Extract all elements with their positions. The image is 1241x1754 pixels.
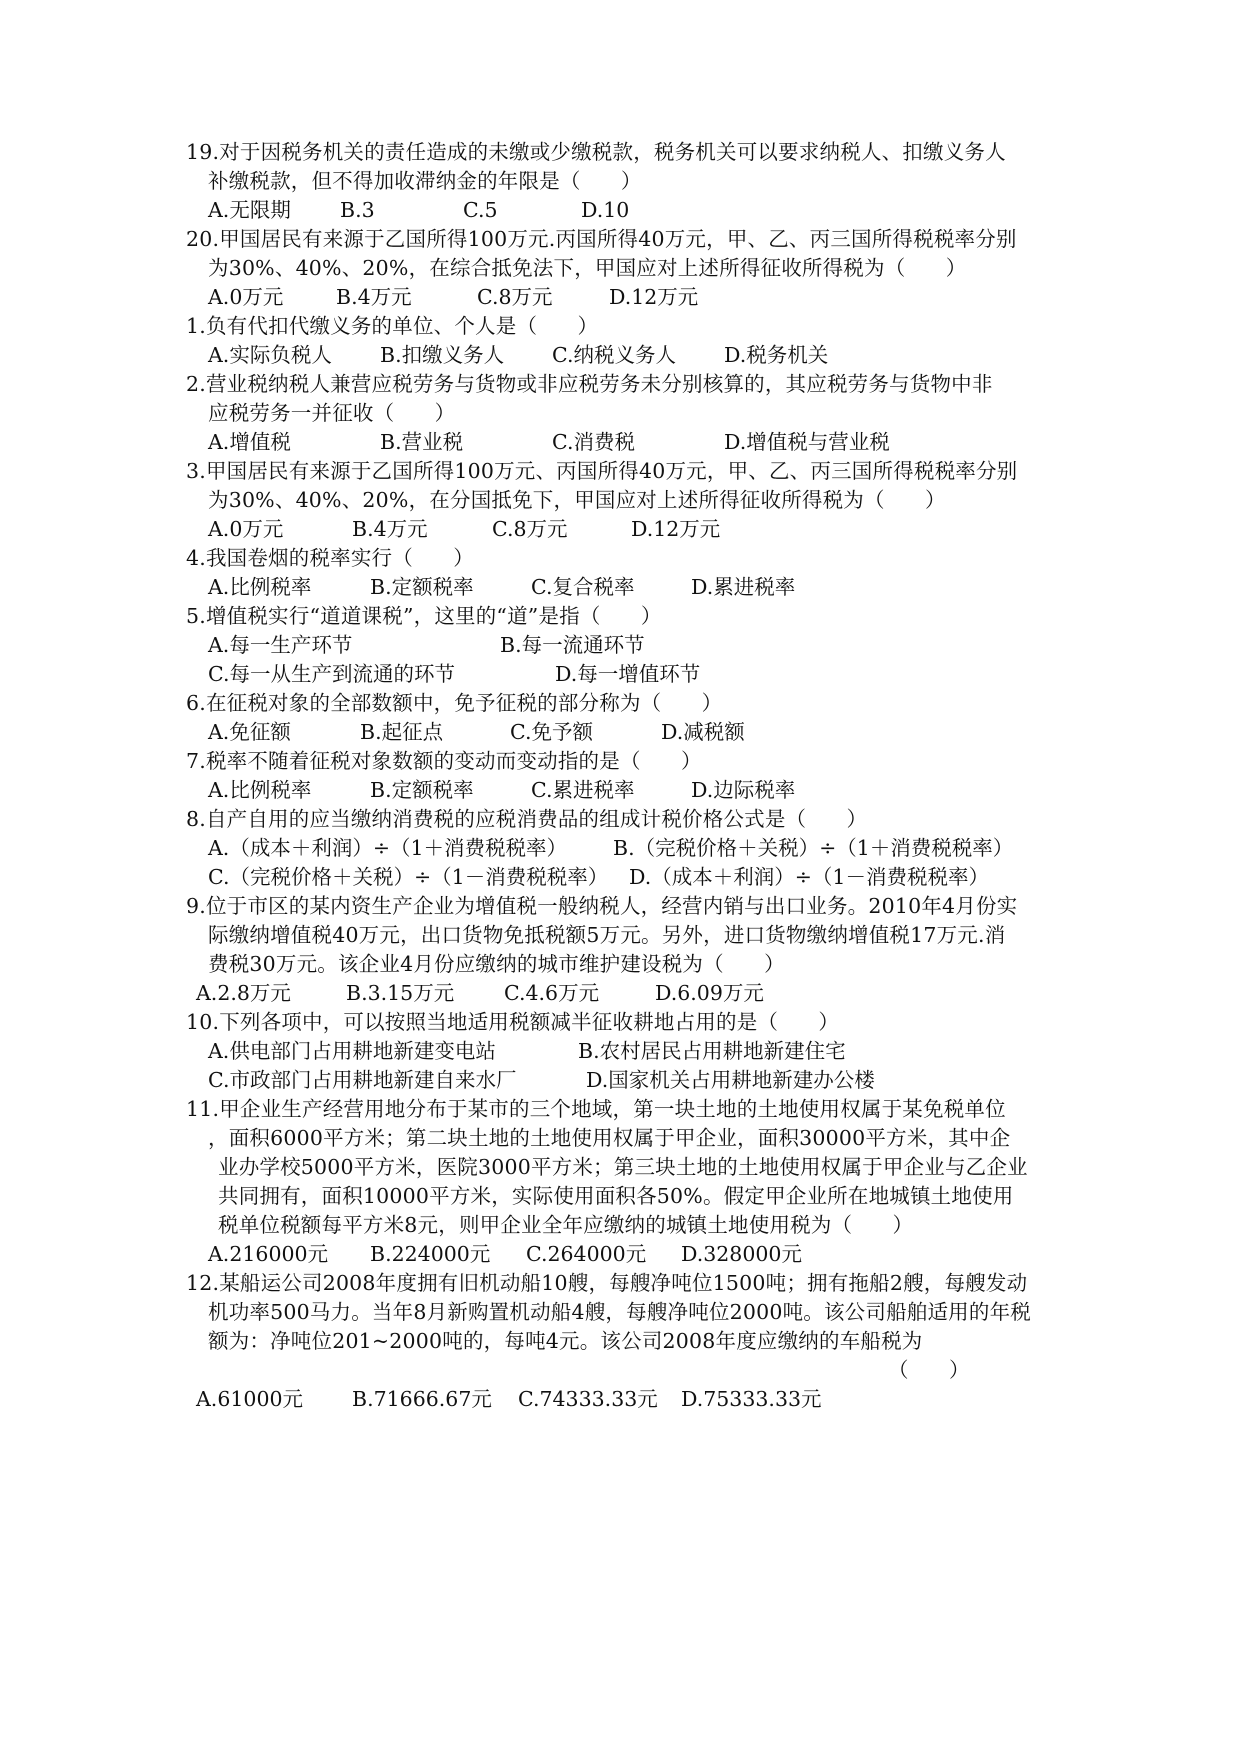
question-1-line-1: 1.负有代扣代缴义务的单位、个人是（ ） bbox=[186, 314, 599, 338]
question-7-line-1: 7.税率不随着征税对象数额的变动而变动指的是（ ） bbox=[186, 749, 702, 773]
question-2-line-2: 应税劳务一并征收（ ） bbox=[208, 401, 456, 425]
question-10-option-d: D.国家机关占用耕地新建办公楼 bbox=[586, 1068, 875, 1092]
question-8-option-b: B.（完税价格＋关税）÷（1＋消费税税率） bbox=[613, 836, 1014, 860]
question-11-line-1: 11.甲企业生产经营用地分布于某市的三个地域，第一块土地的土地使用权属于某免税单位 bbox=[186, 1097, 1006, 1121]
question-5-option-d: D.每一增值环节 bbox=[555, 662, 701, 686]
question-1-option-d: D.税务机关 bbox=[724, 343, 829, 367]
question-10-option-b: B.农村居民占用耕地新建住宅 bbox=[578, 1039, 846, 1063]
question-4-option-b: B.定额税率 bbox=[370, 575, 474, 599]
question-20-option-c: C.8万元 bbox=[477, 285, 553, 309]
question-1-option-c: C.纳税义务人 bbox=[552, 343, 676, 367]
question-20-option-a: A.0万元 bbox=[208, 285, 284, 309]
question-3-option-c: C.8万元 bbox=[492, 517, 568, 541]
question-4-line-1: 4.我国卷烟的税率实行（ ） bbox=[186, 546, 474, 570]
question-3-option-d: D.12万元 bbox=[631, 517, 721, 541]
question-5-option-b: B.每一流通环节 bbox=[500, 633, 645, 657]
question-12-answer-blank: （ ） bbox=[888, 1358, 970, 1382]
question-8-option-c: C.（完税价格＋关税）÷（1－消费税税率） bbox=[208, 865, 609, 889]
question-11-option-a: A.216000元 bbox=[208, 1242, 329, 1266]
question-19-line-2: 补缴税款，但不得加收滞纳金的年限是（ ） bbox=[208, 169, 642, 193]
question-8-line-1: 8.自产自用的应当缴纳消费税的应税消费品的组成计税价格公式是（ ） bbox=[186, 807, 868, 831]
question-3-line-1: 3.甲国居民有来源于乙国所得100万元、丙国所得40万元，甲、乙、丙三国所得税税率分别 bbox=[186, 459, 1018, 483]
question-9-option-c: C.4.6万元 bbox=[504, 981, 600, 1005]
question-5-option-c: C.每一从生产到流通的环节 bbox=[208, 662, 455, 686]
question-20-option-d: D.12万元 bbox=[609, 285, 699, 309]
question-10-option-c: C.市政部门占用耕地新建自来水厂 bbox=[208, 1068, 517, 1092]
question-2-option-c: C.消费税 bbox=[552, 430, 635, 454]
question-19-option-c: C.5 bbox=[463, 198, 498, 222]
question-12-option-b: B.71666.67元 bbox=[352, 1387, 492, 1411]
question-9-option-b: B.3.15万元 bbox=[346, 981, 455, 1005]
question-9-line-2: 际缴纳增值税40万元，出口货物免抵税额5万元。另外，进口货物缴纳增值税17万元.消 bbox=[208, 923, 1006, 947]
question-2-option-a: A.增值税 bbox=[208, 430, 291, 454]
question-10-line-1: 10.下列各项中，可以按照当地适用税额减半征收耕地占用的是（ ） bbox=[186, 1010, 840, 1034]
question-7-option-d: D.边际税率 bbox=[691, 778, 796, 802]
question-11-line-5: 税单位税额每平方米8元，则甲企业全年应缴纳的城镇土地使用税为（ ） bbox=[218, 1213, 914, 1237]
question-6-option-a: A.免征额 bbox=[208, 720, 291, 744]
question-19-option-d: D.10 bbox=[581, 198, 630, 222]
question-4-option-a: A.比例税率 bbox=[208, 575, 312, 599]
question-3-option-b: B.4万元 bbox=[352, 517, 428, 541]
question-3-line-2: 为30%、40%、20%，在分国抵免下，甲国应对上述所得征收所得税为（ ） bbox=[208, 488, 946, 512]
question-8-option-d: D.（成本＋利润）÷（1－消费税税率） bbox=[629, 865, 989, 889]
question-9-option-a: A.2.8万元 bbox=[196, 981, 291, 1005]
question-3-option-a: A.0万元 bbox=[208, 517, 284, 541]
question-12-line-2: 机功率500马力。当年8月新购置机动船4艘，每艘净吨位2000吨。该公司船舶适用的年税 bbox=[208, 1300, 1031, 1324]
question-7-option-b: B.定额税率 bbox=[370, 778, 474, 802]
question-11-line-3: 业办学校5000平方米，医院3000平方米；第三块土地的土地使用权属于甲企业与乙企业 bbox=[218, 1155, 1028, 1179]
question-9-option-d: D.6.09万元 bbox=[655, 981, 764, 1005]
question-12-option-a: A.61000元 bbox=[196, 1387, 304, 1411]
question-2-option-d: D.增值税与营业税 bbox=[724, 430, 890, 454]
question-6-option-d: D.减税额 bbox=[661, 720, 745, 744]
question-19-option-b: B.3 bbox=[340, 198, 375, 222]
question-4-option-d: D.累进税率 bbox=[691, 575, 796, 599]
question-4-option-c: C.复合税率 bbox=[531, 575, 635, 599]
question-19-line-1: 19.对于因税务机关的责任造成的未缴或少缴税款，税务机关可以要求纳税人、扣缴义务人 bbox=[186, 140, 1006, 164]
question-5-line-1: 5.增值税实行“道道课税”，这里的“道”是指（ ） bbox=[186, 604, 662, 628]
question-6-option-b: B.起征点 bbox=[360, 720, 444, 744]
question-1-option-a: A.实际负税人 bbox=[208, 343, 332, 367]
question-11-option-d: D.328000元 bbox=[681, 1242, 802, 1266]
question-12-line-3: 额为：净吨位201~2000吨的，每吨4元。该公司2008年度应缴纳的车船税为 bbox=[208, 1329, 923, 1353]
question-20-line-1: 20.甲国居民有来源于乙国所得100万元.丙国所得40万元，甲、乙、丙三国所得税税率分别 bbox=[186, 227, 1017, 251]
question-11-option-b: B.224000元 bbox=[370, 1242, 491, 1266]
question-11-line-4: 共同拥有，面积10000平方米，实际使用面积各50%。假定甲企业所在地城镇土地使用 bbox=[218, 1184, 1014, 1208]
question-20-option-b: B.4万元 bbox=[336, 285, 412, 309]
question-2-option-b: B.营业税 bbox=[380, 430, 464, 454]
question-6-option-c: C.免予额 bbox=[510, 720, 593, 744]
question-7-option-a: A.比例税率 bbox=[208, 778, 312, 802]
question-5-option-a: A.每一生产环节 bbox=[208, 633, 353, 657]
question-1-option-b: B.扣缴义务人 bbox=[380, 343, 505, 367]
question-11-line-2: ，面积6000平方米；第二块土地的土地使用权属于甲企业，面积30000平方米，其中企 bbox=[208, 1126, 1011, 1150]
question-10-option-a: A.供电部门占用耕地新建变电站 bbox=[208, 1039, 496, 1063]
question-12-line-1: 12.某船运公司2008年度拥有旧机动船10艘，每艘净吨位1500吨；拥有拖船2艘，每艘发动 bbox=[186, 1271, 1028, 1295]
question-6-line-1: 6.在征税对象的全部数额中，免予征税的部分称为（ ） bbox=[186, 691, 723, 715]
question-9-line-3: 费税30万元。该企业4月份应缴纳的城市维护建设税为（ ） bbox=[208, 952, 785, 976]
question-19-option-a: A.无限期 bbox=[208, 198, 291, 222]
question-12-option-c: C.74333.33元 bbox=[518, 1387, 658, 1411]
question-8-option-a: A.（成本＋利润）÷（1＋消费税税率） bbox=[208, 836, 568, 860]
question-7-option-c: C.累进税率 bbox=[531, 778, 635, 802]
question-12-option-d: D.75333.33元 bbox=[681, 1387, 822, 1411]
question-11-option-c: C.264000元 bbox=[526, 1242, 647, 1266]
question-9-line-1: 9.位于市区的某内资生产企业为增值税一般纳税人，经营内销与出口业务。2010年4月份实 bbox=[186, 894, 1018, 918]
question-2-line-1: 2.营业税纳税人兼营应税劳务与货物或非应税劳务未分别核算的，其应税劳务与货物中非 bbox=[186, 372, 993, 396]
question-20-line-2: 为30%、40%、20%，在综合抵免法下，甲国应对上述所得征收所得税为（ ） bbox=[208, 256, 967, 280]
